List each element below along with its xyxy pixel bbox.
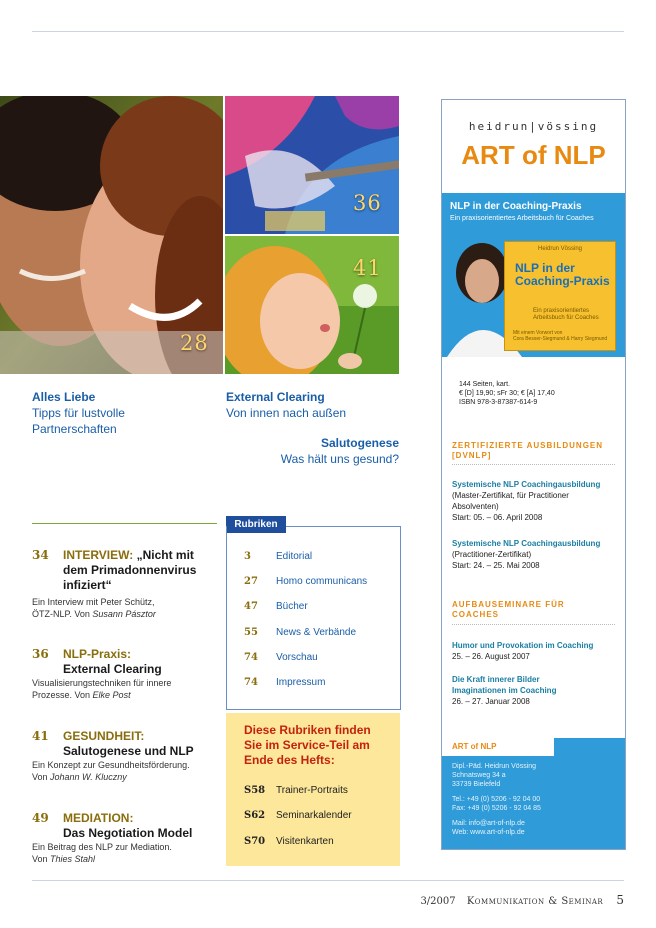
toc-page-number: 41	[32, 729, 49, 743]
rubriken-box-topline	[286, 526, 400, 527]
toc-description: Ein Konzept zur Gesundheitsförderung. Von Johann W. Kluczny	[32, 760, 190, 782]
toc-description: Ein Interview mit Peter Schütz, ÖTZ-NLP. Von Susann Pásztor	[32, 597, 156, 619]
book-author: Heidrun Vössing	[537, 246, 583, 252]
ad-contact-label: ART of NLP	[442, 738, 554, 756]
toc-item-gesundheit	[32, 729, 217, 789]
caption-external-clearing-title: External Clearing	[226, 390, 325, 404]
photo-girl	[225, 236, 399, 374]
bottom-rule	[32, 880, 624, 881]
ad-book	[504, 241, 616, 351]
ad-logo: ART of NLP	[461, 140, 606, 170]
ad-section-aufbauseminare: AUFBAUSEMINARE FÜR COACHES	[452, 600, 565, 619]
footer-page-number: 5	[616, 893, 624, 907]
service-heading: Diese Rubriken finden Sie im Service-Teil am Ende des Hefts:	[244, 723, 371, 767]
ad-book-info: 144 Seiten, kart. € [D] 19,90; sFr 30; € [A] 17,40 ISBN 978-3-87387-614-9	[459, 381, 555, 406]
ad-section-zertifiziert: ZERTIFIZIERTE AUSBILDUNGEN [DVNLP]	[452, 441, 604, 460]
ad-seminar-1: Humor und Provokation im Coaching 25. – 26. August 2007	[452, 641, 594, 661]
toc-description: Visualisierungstechniken für innere Prozesse. Von Elke Post	[32, 678, 172, 700]
caption-salutogenese-title: Salutogenese	[320, 436, 399, 450]
advertisement	[441, 99, 626, 850]
toc-rule	[32, 523, 217, 524]
toc-headline: MEDIATION: Das Negotiation Model	[63, 811, 193, 840]
photo-number-41: 41	[353, 256, 382, 280]
toc-page-number: 34	[32, 548, 49, 562]
ad-course-2: Systemische NLP Coachingausbildung (Practitioner-Zertifikat) Start: 24. – 25. Mai 2008	[452, 539, 601, 570]
caption-salutogenese-sub: Was hält uns gesund?	[280, 452, 399, 466]
toc-page-number: 36	[32, 647, 49, 661]
ad-contact: Dipl.-Päd. Heidrun Vössing Schnatsweg 34 a 33739 Bielefeld Tel.: +49 (0) 5206 - 92 04 00 Fax: +49 (0) 5206 - 92 04 85 Mail: info@art-of-nlp.de Web: www.art-of-nlp.de	[452, 763, 541, 836]
toc-description: Ein Beitrag des NLP zur Mediation. Von Thies Stahl	[32, 842, 172, 864]
caption-external-clearing-sub: Von innen nach außen	[226, 406, 347, 420]
photo-painting	[225, 96, 399, 234]
divider	[452, 464, 615, 465]
book-footer: Mit einem Vorwort von Cora Besser-Siegmund & Harry Siegmund	[513, 330, 608, 342]
ad-seminar-2: Die Kraft innerer Bilder Imaginationen im Coaching 26. – 27. Januar 2008	[452, 675, 557, 706]
ad-banner	[442, 193, 625, 357]
photo-number-28: 28	[180, 331, 209, 355]
caption-alles-liebe-line1: Tipps für lustvolle	[32, 406, 125, 420]
ad-brand: heidrun|vössing	[468, 120, 599, 133]
toc-headline: INTERVIEW: „Nicht mit dem Primadonnenvirus infiziert“	[63, 548, 197, 592]
photo-number-36: 36	[353, 191, 382, 215]
top-rule	[32, 31, 624, 32]
ad-course-1: Systemische NLP Coachingausbildung (Master-Zertifikat, für Practitioner Absolventen) Start: 05. – 06. April 2008	[452, 480, 601, 522]
rubriken-label: Rubriken	[226, 516, 286, 533]
toc-page-number: 49	[32, 811, 49, 825]
footer	[420, 893, 624, 907]
footer-issue: 3/2007	[420, 896, 456, 907]
toc-headline: NLP-Praxis: External Clearing	[63, 647, 162, 676]
photo-couple	[0, 96, 223, 374]
caption-alles-liebe-line2: Partnerschaften	[32, 422, 117, 436]
ad-banner-subtitle: Ein praxisorientiertes Arbeitsbuch für Coaches	[450, 215, 594, 222]
divider	[452, 624, 615, 625]
ad-banner-title: NLP in der Coaching-Praxis	[450, 201, 582, 212]
toc-item-nlp-praxis	[32, 647, 217, 707]
toc-headline: GESUNDHEIT: Salutogenese und NLP	[63, 729, 194, 758]
footer-magazine: Kommunikation & Seminar	[466, 896, 604, 907]
caption-alles-liebe-title: Alles Liebe	[32, 390, 96, 404]
book-title: NLP in der Coaching-Praxis	[515, 261, 610, 288]
toc-item-mediation	[32, 811, 217, 871]
toc-item-interview	[32, 548, 217, 623]
book-subtitle: Ein praxisorientiertes Arbeitsbuch für Coaches	[533, 308, 599, 321]
